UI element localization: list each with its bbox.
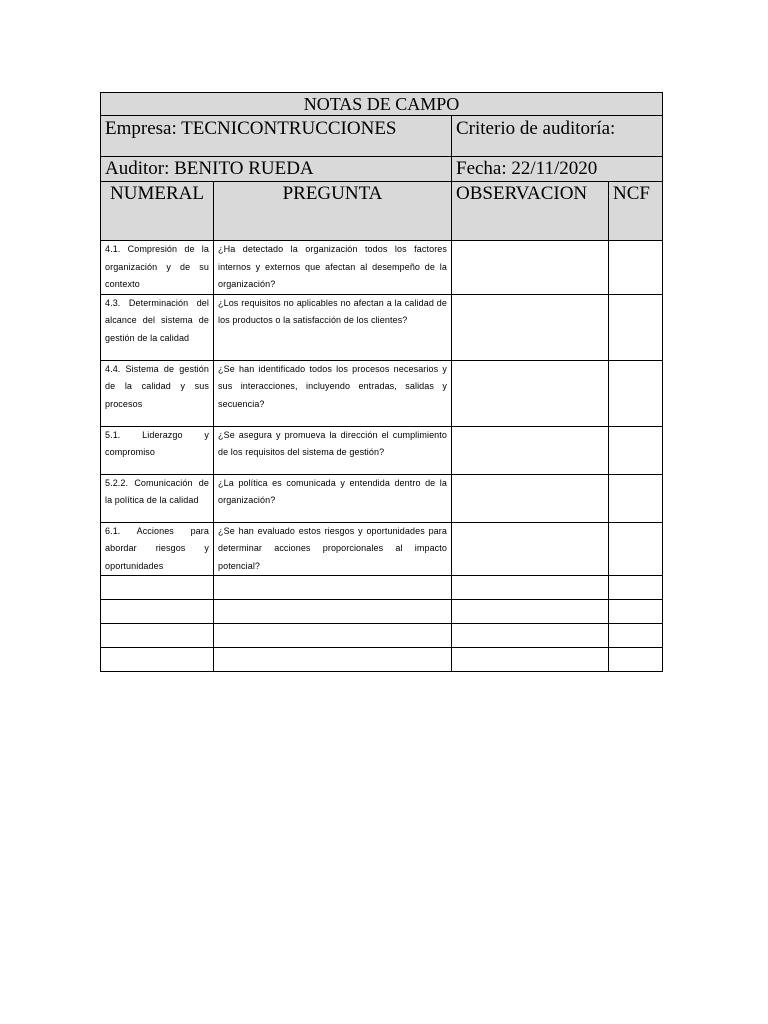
date-field: Fecha: 22/11/2020: [452, 157, 663, 182]
field-notes-table: [100, 92, 663, 672]
empty-table-row: [101, 576, 663, 600]
numeral-cell: 5.2.2. Comunicación de la política de la calidad: [101, 474, 214, 522]
observation-cell[interactable]: [452, 241, 609, 295]
question-cell: ¿Se asegura y promueva la dirección el cumplimiento de los requisitos del sistema de gestión?: [214, 426, 452, 474]
title-row: [101, 93, 663, 116]
column-header-row: [101, 182, 663, 241]
numeral-cell: 4.3. Determinación del alcance del sistema de gestión de la calidad: [101, 294, 214, 360]
table-row: [101, 241, 663, 295]
empty-cell[interactable]: [609, 648, 663, 672]
empty-cell[interactable]: [101, 648, 214, 672]
empty-cell[interactable]: [452, 648, 609, 672]
audit-criteria-field: Criterio de auditoría:: [452, 116, 663, 157]
ncf-cell[interactable]: [609, 294, 663, 360]
empty-cell[interactable]: [101, 624, 214, 648]
empty-table-row: [101, 648, 663, 672]
question-cell: ¿Ha detectado la organización todos los factores internos y externos que afectan al desempeño de la organización?: [214, 241, 452, 295]
auditor-row: [101, 157, 663, 182]
empty-table-row: [101, 600, 663, 624]
empty-cell[interactable]: [609, 576, 663, 600]
question-cell: ¿Se han evaluado estos riesgos y oportunidades para determinar acciones proporcionales al impacto potencial?: [214, 522, 452, 576]
observation-cell[interactable]: [452, 294, 609, 360]
ncf-cell[interactable]: [609, 426, 663, 474]
auditor-field: Auditor: BENITO RUEDA: [101, 157, 452, 182]
ncf-cell[interactable]: [609, 360, 663, 426]
empty-cell[interactable]: [609, 624, 663, 648]
numeral-cell: 4.1. Compresión de la organización y de su contexto: [101, 241, 214, 295]
column-header-ncf: NCF: [609, 182, 663, 241]
table-row: [101, 522, 663, 576]
empty-cell[interactable]: [214, 624, 452, 648]
ncf-cell[interactable]: [609, 474, 663, 522]
question-cell: ¿La política es comunicada y entendida dentro de la organización?: [214, 474, 452, 522]
numeral-cell: 5.1. Liderazgo y compromiso: [101, 426, 214, 474]
company-row: [101, 116, 663, 157]
empty-cell[interactable]: [214, 600, 452, 624]
empty-table-row: [101, 624, 663, 648]
empty-cell[interactable]: [452, 624, 609, 648]
observation-cell[interactable]: [452, 474, 609, 522]
column-header-pregunta: PREGUNTA: [214, 182, 452, 241]
table-row: [101, 474, 663, 522]
table-row: [101, 426, 663, 474]
numeral-cell: 6.1. Acciones para abordar riesgos y oportunidades: [101, 522, 214, 576]
numeral-cell: 4.4. Sistema de gestión de la calidad y sus procesos: [101, 360, 214, 426]
empty-cell[interactable]: [214, 576, 452, 600]
empty-cell[interactable]: [101, 576, 214, 600]
column-header-numeral: NUMERAL: [101, 182, 214, 241]
empty-cell[interactable]: [452, 576, 609, 600]
empty-cell[interactable]: [609, 600, 663, 624]
observation-cell[interactable]: [452, 426, 609, 474]
table-row: [101, 360, 663, 426]
column-header-observacion: OBSERVACION: [452, 182, 609, 241]
empty-cell[interactable]: [214, 648, 452, 672]
empty-cell[interactable]: [101, 600, 214, 624]
ncf-cell[interactable]: [609, 522, 663, 576]
company-field: Empresa: TECNICONTRUCCIONES: [101, 116, 452, 157]
form-title: NOTAS DE CAMPO: [101, 93, 663, 116]
observation-cell[interactable]: [452, 522, 609, 576]
question-cell: ¿Los requisitos no aplicables no afectan a la calidad de los productos o la satisfacción de los clientes?: [214, 294, 452, 360]
table-row: [101, 294, 663, 360]
question-cell: ¿Se han identificado todos los procesos necesarios y sus interacciones, incluyendo entradas, salidas y secuencia?: [214, 360, 452, 426]
empty-cell[interactable]: [452, 600, 609, 624]
ncf-cell[interactable]: [609, 241, 663, 295]
observation-cell[interactable]: [452, 360, 609, 426]
